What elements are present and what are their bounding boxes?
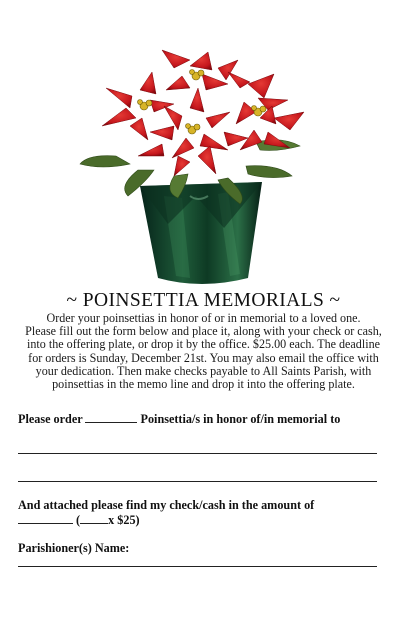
intro-line: poinsettias in the memo line and drop it into the offering plate. (52, 377, 355, 392)
page-title: ~ POINSETTIA MEMORIALS ~ (66, 290, 341, 311)
red-bracts (102, 50, 304, 176)
parishioner-label: Parishioner(s) Name: (18, 541, 130, 555)
intro-line: into the offering plate, or drop it by the office. $25.00 each. The deadline (27, 337, 380, 352)
foil-pot (140, 182, 262, 284)
amount-line (18, 513, 140, 528)
order-suffix: Poinsettia/s in honor of/in memorial to (140, 412, 341, 426)
honoree-line-2[interactable] (18, 481, 377, 482)
poinsettia-photo (78, 46, 324, 290)
honoree-line-1[interactable] (18, 453, 377, 454)
multiplier-text: x $25) (108, 513, 140, 527)
quantity-blank[interactable] (85, 412, 137, 423)
intro-line: for orders is Sunday, December 21st. You may also email the office with (28, 350, 379, 365)
order-prefix: Please order (18, 412, 83, 426)
intro-line: Please fill out the form below and place it, along with your check or cash, (25, 324, 382, 339)
intro-line: your dedication. Then make checks payable to All Saints Parish, with (35, 363, 372, 378)
intro-paragraph (12, 312, 395, 391)
intro-line: Order your poinsettias in honor of or in memorial to a loved one. (46, 311, 361, 325)
count-blank[interactable] (80, 513, 108, 524)
order-line (18, 412, 340, 427)
payment-label: And attached please find my check/cash in the amount of (18, 498, 315, 512)
amount-blank[interactable] (18, 513, 73, 524)
multiplier-open: ( (76, 513, 81, 527)
parishioner-name-line[interactable] (18, 566, 377, 567)
